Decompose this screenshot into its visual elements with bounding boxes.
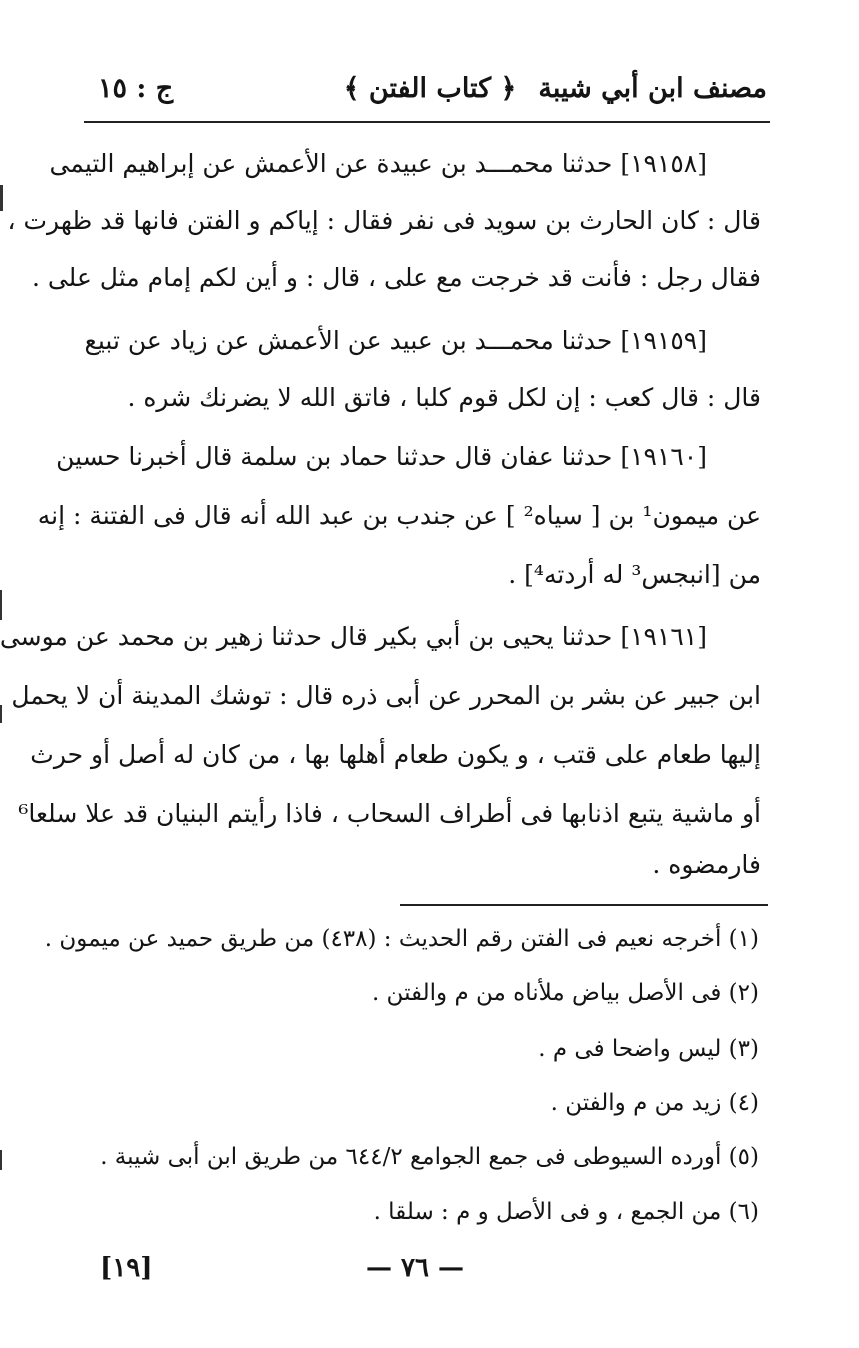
footnote-rule	[400, 904, 768, 906]
footnote-2: (٢) فى الأصل بياض ملأناه من م والفتن .	[371, 980, 759, 1006]
margin-mark	[0, 705, 2, 723]
hadith-19159-line-2: قال : قال كعب : إن لكل قوم كلبا ، فاتق الله لا يضرنك شره .	[127, 383, 761, 412]
sheet-number: [١٩]	[100, 1253, 153, 1283]
footnote-3: (٣) ليس واضحا فى م .	[538, 1036, 759, 1062]
book-title: مصنف ابن أبي شيبة	[538, 73, 767, 104]
footnote-6: (٦) من الجمع ، و فى الأصل و م : سلقا .	[373, 1199, 759, 1225]
hadith-19159-line-1: [١٩١٥٩] حدثنا محمـــد بن عبيد عن الأعمش عن زياد عن تبيع	[84, 326, 707, 355]
hadith-19158-line-3: فقال رجل : فأنت قد خرجت مع على ، قال : و أين لكم إمام مثل على .	[31, 263, 761, 292]
header-rule	[84, 121, 770, 123]
footnote-1: (١) أخرجه نعيم فى الفتن رقم الحديث : (٤٣٨) من طريق حميد عن ميمون .	[44, 926, 759, 952]
footnote-5: (٥) أورده السيوطى فى جمع الجوامع ٦٤٤/٢ من طريق ابن أبى شيبة .	[100, 1144, 759, 1170]
hadith-19161-line-2: ابن جبير عن بشر بن المحرر عن أبى ذره قال : توشك المدينة أن لا يحمل	[11, 681, 761, 710]
hadith-19161-line-4: أو ماشية يتبع اذنابها فى أطراف السحاب ، فاذا رأيتم البنيان قد علا سلعا⁶	[18, 799, 761, 828]
hadith-19161-line-3: إليها طعام على قتب ، و يكون طعام أهلها بها ، من كان له أصل أو حرث	[30, 740, 761, 769]
hadith-19160-line-3: من [انبجس³ له أردته⁴] .	[508, 560, 761, 589]
chapter-title: ﴿ كتاب الفتن ﴾	[343, 73, 517, 104]
page-number: — ٧٦ —	[365, 1253, 465, 1283]
hadith-19160-line-1: [١٩١٦٠] حدثنا عفان قال حدثنا حماد بن سلمة قال أخبرنا حسين	[56, 442, 707, 471]
margin-mark	[0, 185, 3, 211]
margin-mark	[0, 590, 2, 620]
margin-mark	[0, 1150, 2, 1170]
hadith-19158-line-2: قال : كان الحارث بن سويد فى نفر فقال : إياكم و الفتن فانها قد ظهرت ،	[7, 206, 761, 235]
footnote-4: (٤) زيد من م والفتن .	[550, 1090, 759, 1116]
hadith-19161-line-1: [١٩١٦١] حدثنا يحيى بن أبي بكير قال حدثنا زهير بن محمد عن موسى	[0, 622, 707, 651]
volume-number: ج : ١٥	[98, 73, 174, 104]
hadith-19158-line-1: [١٩١٥٨] حدثنا محمـــد بن عبيدة عن الأعمش عن إبراهيم التيمى	[49, 149, 707, 178]
hadith-19161-line-5: فارمضوه .	[652, 850, 761, 879]
hadith-19160-line-2: عن ميمون¹ بن [ سياه² ] عن جندب بن عبد الله أنه قال فى الفتنة : إنه	[37, 501, 761, 530]
